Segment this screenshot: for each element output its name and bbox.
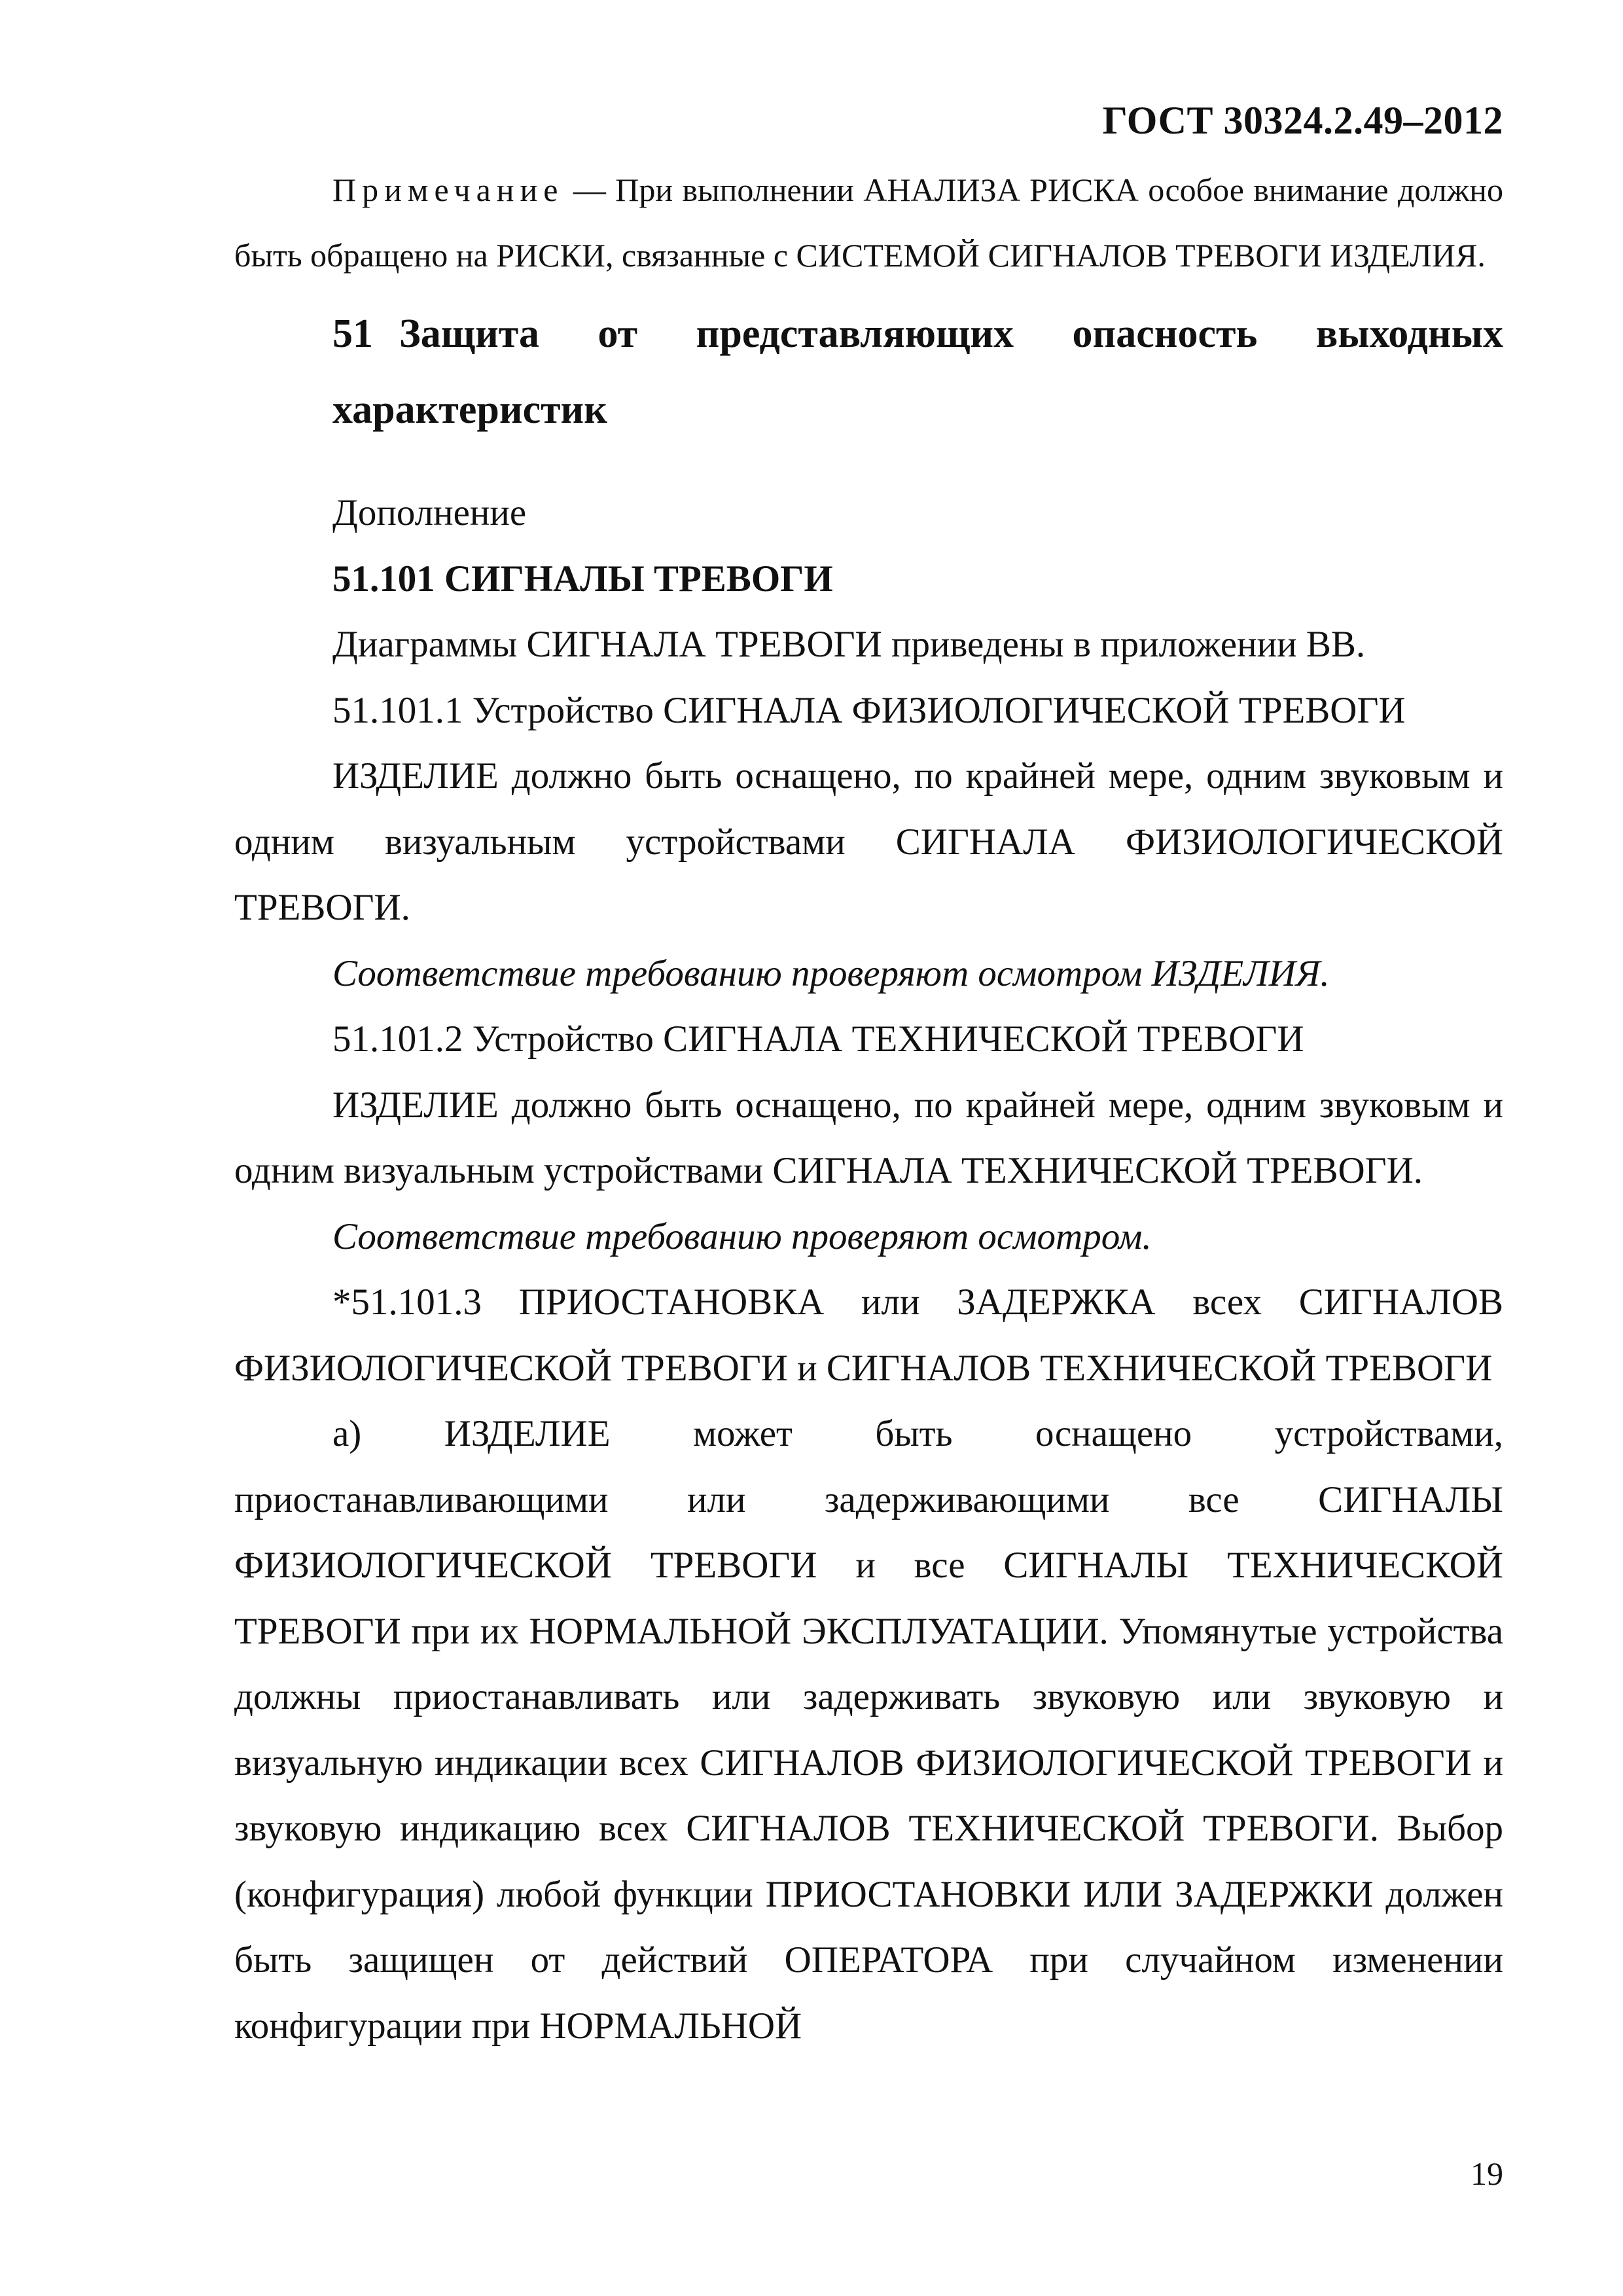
clause-1-compliance: Соответствие требованию проверяют осмотром ИЗДЕЛИЯ.: [332, 952, 1330, 994]
document-code: ГОСТ 30324.2.49–2012: [1102, 99, 1503, 142]
section-title: Защита от представляющих опасность выходных характеристик: [332, 312, 1503, 432]
addition-label: Дополнение: [332, 492, 527, 533]
section-number: 51: [332, 312, 373, 356]
subsection-title: 51.101 СИГНАЛЫ ТРЕВОГИ: [332, 558, 833, 600]
page-number: 19: [1471, 2155, 1503, 2192]
note-text: — При выполнении АНАЛИЗА РИСКА особое внимание должно быть обращено на РИСКИ, связанные с СИСТЕМОЙ СИГНАЛОВ ТРЕВОГИ ИЗДЕЛИЯ.: [234, 171, 1503, 274]
note-paragraph: [234, 157, 1503, 288]
clause-2-title: 51.101.2 Устройство СИГНАЛА ТЕХНИЧЕСКОЙ ТРЕВОГИ: [332, 1018, 1304, 1060]
clause-2-compliance: Соответствие требованию проверяют осмотром.: [332, 1215, 1152, 1257]
diagrams-paragraph: Диаграммы СИГНАЛА ТРЕВОГИ приведены в приложении ВВ.: [332, 624, 1366, 665]
note-label: Примечание: [332, 171, 564, 208]
clause-2-text: ИЗДЕЛИЕ должно быть оснащено, по крайней мере, одним звуковым и одним визуальным устройствами СИГНАЛА ТЕХНИЧЕСКОЙ ТРЕВОГИ.: [234, 1084, 1503, 1191]
clause-3-item-a: а) ИЗДЕЛИЕ может быть оснащено устройствами, приостанавливающими или задерживающими все СИГНАЛЫ ФИЗИОЛОГИЧЕСКОЙ ТРЕВОГИ и все СИГНАЛЫ ТЕХНИЧЕСКОЙ ТРЕВОГИ при их НОРМАЛЬНОЙ ЭКСПЛУАТАЦИИ. Упомянутые устройства должны приостанавливать или задерживать звуковую или звуковую и визуальную индикации всех СИГНАЛОВ ФИЗИОЛОГИЧЕСКОЙ ТРЕВОГИ и звуковую индикацию всех СИГНАЛОВ ТЕХНИЧЕСКОЙ ТРЕВОГИ. Выбор (конфигурация) любой функции ПРИОСТАНОВКИ ИЛИ ЗАДЕРЖКИ должен быть защищен от действий ОПЕРАТОРА при случайном изменении конфигурации при НОРМАЛЬНОЙ: [234, 1413, 1503, 2047]
document-body: [234, 480, 1503, 2059]
clause-3-title: *51.101.3 ПРИОСТАНОВКА или ЗАДЕРЖКА всех СИГНАЛОВ ФИЗИОЛОГИЧЕСКОЙ ТРЕВОГИ и СИГНАЛОВ ТЕХНИЧЕСКОЙ ТРЕВОГИ: [234, 1282, 1503, 1389]
clause-1-title: 51.101.1 Устройство СИГНАЛА ФИЗИОЛОГИЧЕСКОЙ ТРЕВОГИ: [332, 689, 1406, 731]
section-heading: [332, 296, 1503, 448]
clause-1-text: ИЗДЕЛИЕ должно быть оснащено, по крайней мере, одним звуковым и одним визуальным устройствами СИГНАЛА ФИЗИОЛОГИЧЕСКОЙ ТРЕВОГИ.: [234, 755, 1503, 928]
